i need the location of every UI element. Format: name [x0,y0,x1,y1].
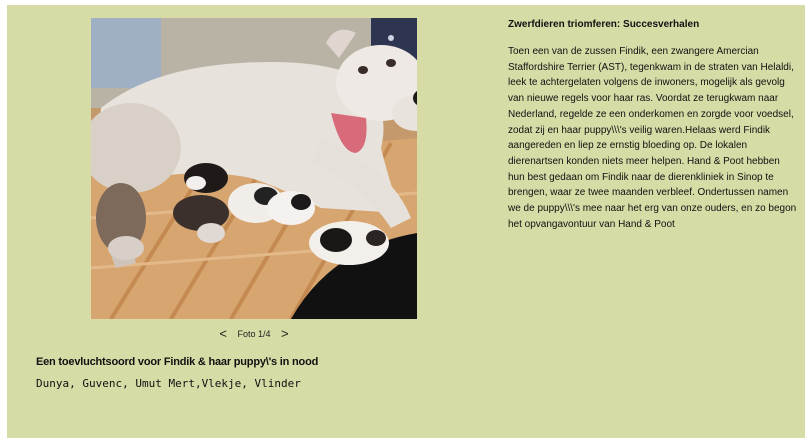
dog-with-puppies-image [91,18,417,319]
photo-caption-title: Een toevluchtsoord voor Findik & haar puppy\'s in nood [36,356,319,368]
puppy-names: Dunya, Guvenc, Umut Mert,Vlekje, Vlinder [36,377,301,390]
chevron-left-icon[interactable]: < [219,326,227,341]
story-text: Toen een van de zussen Findik, een zwangere Amercian Staffordshire Terrier (AST), tegenkwam in de straten van Helaldi, leek te achtergelaten volgens de inwoners, mogelijk als gevolg van nieuwe regels voor haar ras. Voordat ze terugkwam naar Nederland, regelde ze een onderkomen en zorgde voor voedsel, zodat zij en haar puppy\\\'s veilig waren.Helaas werd Findik aangereden en liep ze ernstig bloeding op. De lokalen dierenartsen konden niets meer helpen. Hand & Poot hebben hun best gedaan om Findik naar de dierenkliniek in Sinop te brengen, waar ze twee maanden verbleef. Ondertussen namen we de puppy\\\'s mee naar het erg van onze ouders, en zo begon het opvangavontuur van Hand & Poot [508,46,797,230]
chevron-right-icon[interactable]: > [281,326,289,341]
gallery-pager [91,327,417,341]
story-panel [7,5,805,438]
gallery-photo[interactable] [91,18,417,319]
story-heading: Zwerfdieren triomferen: Succesverhalen [508,19,700,30]
photo-counter: Foto 1/4 [237,329,271,339]
